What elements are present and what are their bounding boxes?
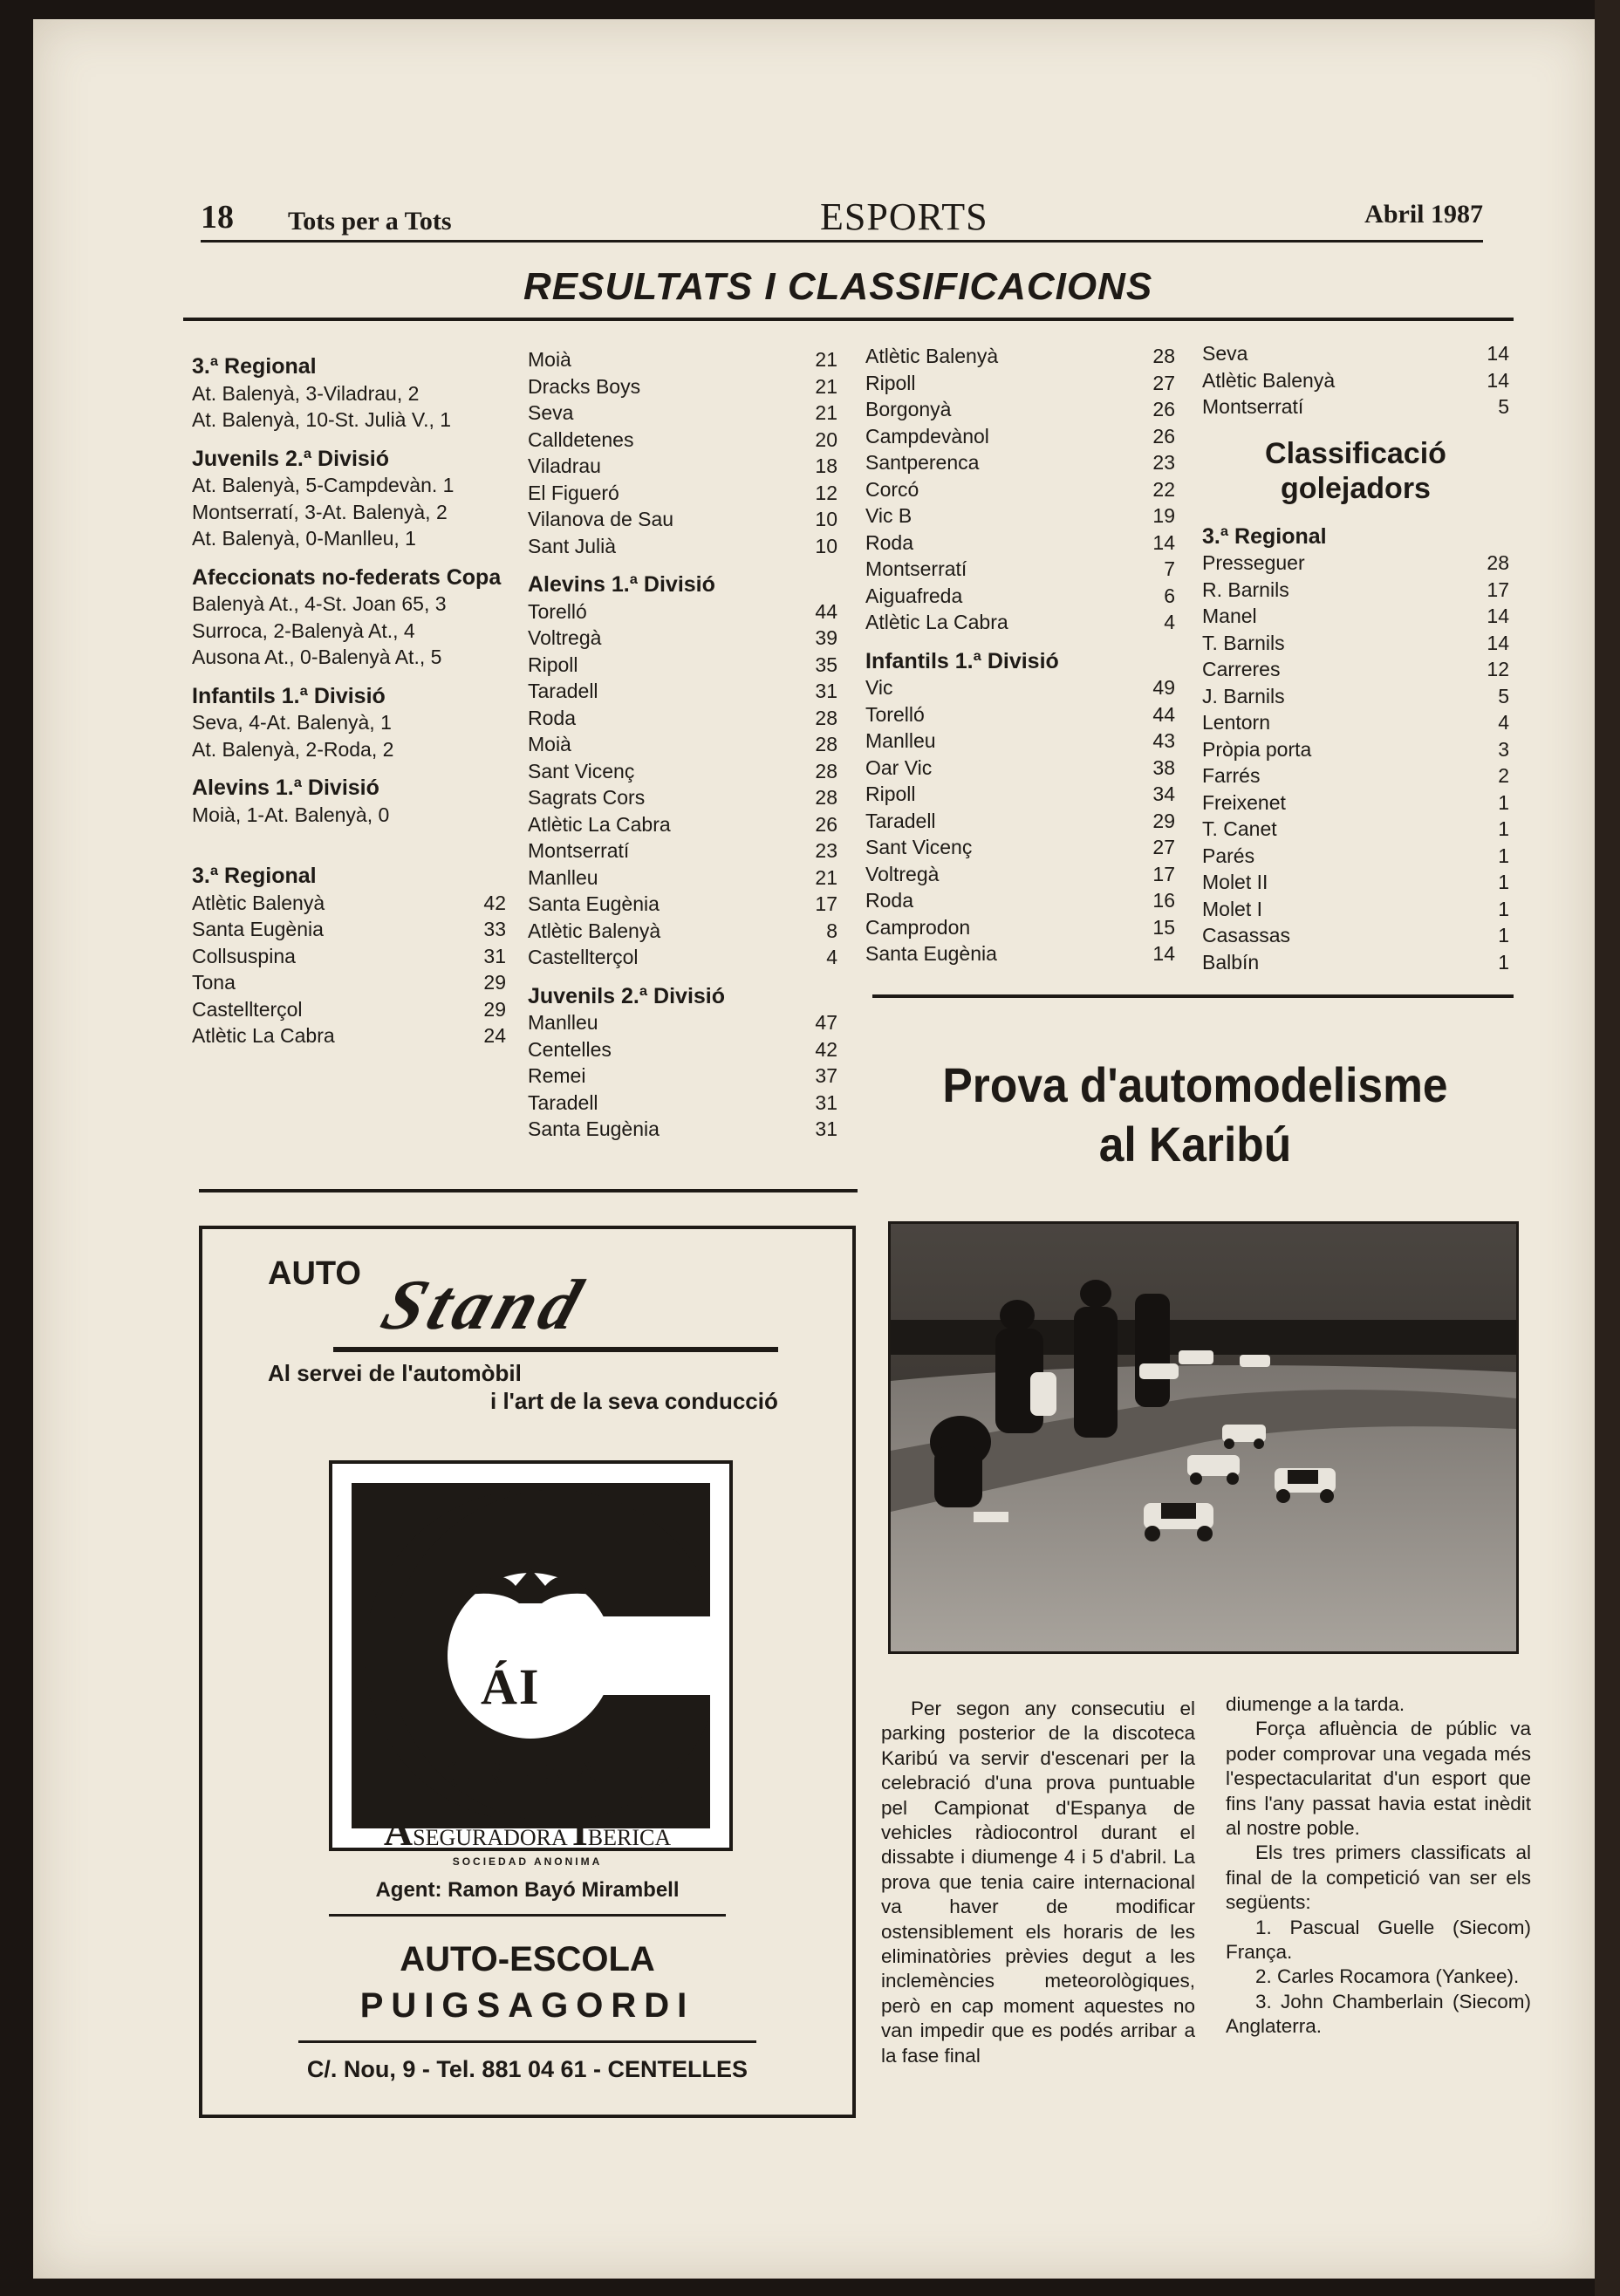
team-points: 19: [1152, 504, 1175, 527]
team-points: 14: [1487, 342, 1509, 365]
standings-row: [528, 598, 837, 625]
team-name: Viladrau: [528, 454, 601, 477]
team-points: 42: [815, 1037, 837, 1061]
team-points: 26: [815, 812, 837, 836]
standings-row: [865, 781, 1175, 808]
standings-row: [1202, 869, 1509, 896]
match-result: Balenyà At., 4-St. Joan 65, 3: [192, 592, 447, 615]
team-name: Sant Vicenç: [528, 759, 635, 782]
results-column-1: [192, 353, 506, 1049]
team-points: 35: [815, 653, 837, 676]
team-name: Corcó: [865, 477, 919, 501]
team-points: 28: [815, 733, 837, 755]
standings-row: [865, 940, 1175, 967]
match-result: At. Balenyà, 2-Roda, 2: [192, 737, 394, 761]
team-name: Taradell: [528, 680, 598, 702]
winner-entry: 2. Carles Rocamora (Yankee).: [1255, 1965, 1520, 1988]
team-points: 42: [483, 891, 506, 914]
standings-row: [1202, 896, 1509, 923]
team-name: Montserratí: [528, 839, 630, 862]
results-heading: Alevins 1.ª Divisió: [192, 776, 379, 800]
team-points: 15: [1152, 915, 1175, 939]
match-result: At. Balenyà, 0-Manlleu, 1: [192, 527, 416, 550]
standings-row: [528, 731, 837, 758]
standings-row: [528, 453, 837, 480]
ad-rule: [298, 2040, 756, 2043]
results-heading: 3.ª Regional: [192, 354, 317, 379]
cresa-name: CRESA: [446, 1753, 609, 1794]
standings-row: [865, 556, 1175, 583]
team-name: Molet I: [1202, 897, 1263, 920]
standings-row: [528, 373, 837, 400]
team-points: 18: [815, 454, 837, 477]
standings-row: [865, 530, 1175, 557]
winner-entry: 3. John Chamberlain (Siecom) Anglaterra.: [1226, 1990, 1531, 2038]
standings-row: [528, 533, 837, 560]
standings-row: [865, 502, 1175, 530]
standings-row: [528, 864, 837, 892]
team-name: Montserratí: [1202, 395, 1304, 418]
standings-row: [528, 480, 837, 507]
standings-row: [865, 583, 1175, 610]
rc-cars-photo: [888, 1221, 1519, 1654]
team-points: 33: [483, 918, 506, 940]
standings-row: [865, 701, 1175, 728]
section-divider: [199, 1189, 858, 1192]
standings-row: [1202, 603, 1509, 630]
team-points: 10: [815, 508, 837, 530]
team-points: 12: [1487, 658, 1509, 680]
team-points: 38: [1152, 755, 1175, 779]
logo-letters: ÁI: [481, 1658, 541, 1715]
team-points: 1: [1498, 950, 1509, 974]
team-name: J. Barnils: [1202, 684, 1285, 707]
team-name: Santa Eugènia: [192, 918, 324, 940]
team-name: Santa Eugènia: [528, 1117, 660, 1140]
team-points: 5: [1498, 684, 1509, 707]
team-name: Moià: [528, 348, 571, 371]
article-paragraph: Força afluència de públic va poder comprovar una vegada més l'espectacularitat d'un esport que fins l'any passat havia estat inèdit al nostre poble.: [1226, 1718, 1531, 1840]
team-points: 27: [1152, 836, 1175, 858]
standings-row: [865, 728, 1175, 755]
team-name: Centelles: [528, 1037, 612, 1061]
team-points: 28: [1152, 345, 1175, 367]
issue-date: Abril 1987: [1364, 200, 1483, 229]
standings-row: [528, 811, 837, 838]
team-name: Sant Julià: [528, 534, 617, 557]
team-name: T. Canet: [1202, 817, 1277, 840]
team-points: 44: [1152, 702, 1175, 726]
section-divider: [872, 994, 1514, 998]
table-heading: Juvenils 2.ª Divisió: [528, 983, 726, 1008]
team-name: Farrés: [1202, 764, 1261, 787]
standings-row: [528, 784, 837, 811]
team-points: 23: [815, 839, 837, 862]
team-name: Sant Vicenç: [865, 836, 973, 858]
team-points: 14: [1487, 631, 1509, 654]
team-name: Atlètic Balenyà: [192, 891, 325, 914]
standings-row: [865, 343, 1175, 370]
team-points: 6: [1164, 584, 1175, 607]
standings-row: [192, 996, 506, 1023]
team-name: Balbín: [1202, 950, 1260, 974]
team-points: 34: [1152, 782, 1175, 805]
team-name: Camprodon: [865, 915, 971, 939]
standings-row: [528, 346, 837, 373]
team-points: 28: [815, 786, 837, 809]
team-name: Santa Eugènia: [528, 892, 660, 915]
match-result: At. Balenyà, 10-St. Julià V., 1: [192, 408, 452, 431]
team-name: Vic: [865, 676, 893, 699]
team-points: 1: [1498, 871, 1509, 893]
ad-auto-word: AUTO: [268, 1255, 361, 1292]
team-name: Santa Eugènia: [865, 942, 997, 965]
team-points: 1: [1498, 817, 1509, 840]
team-name: Torelló: [865, 702, 925, 726]
article-paragraph: Els tres primers classificats al final de la competició van ser els següents:: [1226, 1842, 1531, 1914]
team-name: Aiguafreda: [865, 584, 963, 607]
team-name: Carreres: [1202, 658, 1281, 680]
standings-row: [192, 890, 506, 917]
team-points: 17: [1152, 862, 1175, 885]
team-points: 20: [815, 427, 837, 451]
results-heading: Infantils 1.ª Divisió: [192, 683, 386, 708]
team-points: 4: [826, 946, 837, 968]
standings-row: [1202, 736, 1509, 763]
standings-row: [1202, 656, 1509, 683]
team-points: 5: [1498, 395, 1509, 418]
team-points: 24: [483, 1024, 506, 1047]
standings-row: [528, 1090, 837, 1117]
team-points: 1: [1498, 924, 1509, 946]
results-heading: Juvenils 2.ª Divisió: [192, 446, 390, 471]
team-points: 3: [1498, 737, 1509, 761]
standings-row: [1202, 393, 1509, 420]
standings-row: [1202, 577, 1509, 604]
scorers-title: golejadors: [1281, 471, 1431, 505]
standings-row: [192, 916, 506, 943]
standings-row: [865, 808, 1175, 835]
team-name: Taradell: [865, 809, 936, 832]
standings-row: [865, 887, 1175, 914]
ad-address: C/. Nou, 9 - Tel. 881 04 61 - CENTELLES: [306, 2056, 748, 2082]
team-points: 1: [1498, 790, 1509, 814]
standings-row: [528, 758, 837, 785]
team-name: Ripoll: [528, 653, 578, 676]
results-heading: Afeccionats no-federats Copa: [192, 564, 502, 590]
table-heading: Infantils 1.ª Divisió: [865, 648, 1059, 673]
team-points: 8: [826, 919, 837, 942]
agent-name: Agent: Ramon Bayó Mirambell: [375, 1878, 680, 1902]
team-name: R. Barnils: [1202, 577, 1289, 601]
team-name: Ripoll: [865, 782, 916, 805]
team-name: Collsuspina: [192, 944, 296, 967]
team-name: Voltregà: [865, 862, 940, 885]
team-points: 49: [1152, 676, 1175, 699]
standings-row: [528, 427, 837, 454]
results-column-2: [528, 346, 837, 1143]
ad-logo-underline: [333, 1347, 778, 1352]
team-name: Oar Vic: [865, 755, 933, 779]
photo-image: [891, 1224, 1516, 1651]
team-points: 21: [815, 401, 837, 424]
team-points: 29: [483, 997, 506, 1021]
team-points: 14: [1487, 368, 1509, 392]
table-heading: Alevins 1.ª Divisió: [528, 572, 715, 597]
standings-row: [1202, 367, 1509, 394]
standings-row: [865, 423, 1175, 450]
team-name: Ripoll: [865, 371, 916, 394]
team-name: Atlètic La Cabra: [865, 611, 1008, 633]
team-points: 4: [1164, 611, 1175, 633]
standings-row: [528, 652, 837, 679]
team-points: 31: [815, 680, 837, 702]
team-points: 1: [1498, 844, 1509, 867]
team-points: 27: [1152, 371, 1175, 394]
standings-row: [1202, 843, 1509, 870]
team-name: Manel: [1202, 605, 1257, 627]
page-binding-edge: [1595, 0, 1620, 2296]
standings-row: [865, 861, 1175, 888]
team-name: Castellterçol: [528, 946, 639, 968]
team-points: 21: [815, 865, 837, 889]
page-header: [201, 188, 1483, 243]
team-name: Borgonyà: [865, 398, 952, 420]
standings-row: [1202, 789, 1509, 817]
team-name: Roda: [528, 706, 576, 729]
team-points: 14: [1487, 605, 1509, 627]
team-name: Pròpia porta: [1202, 737, 1312, 761]
team-name: Seva: [1202, 342, 1248, 365]
team-points: 31: [815, 1090, 837, 1114]
team-points: 12: [815, 481, 837, 504]
team-points: 22: [1152, 477, 1175, 501]
team-name: Atlètic Balenyà: [1202, 368, 1336, 392]
team-name: Dracks Boys: [528, 374, 641, 398]
article-paragraph: diumenge a la tarda.: [1226, 1693, 1405, 1715]
publication-name: Tots per a Tots: [288, 207, 452, 236]
team-name: Roda: [865, 530, 913, 554]
team-name: Manlleu: [528, 1011, 598, 1034]
team-points: 17: [1487, 577, 1509, 601]
team-name: Campdevànol: [865, 424, 989, 448]
standings-row: [1202, 683, 1509, 710]
team-name: Sagrats Cors: [528, 786, 646, 809]
standings-row: [1202, 762, 1509, 789]
sociedad-anonima: SOCIEDAD ANONIMA: [452, 1855, 603, 1868]
team-points: 29: [483, 971, 506, 994]
team-name: Vilanova de Sau: [528, 508, 674, 530]
team-name: Calldetenes: [528, 427, 634, 451]
results-banner-title: RESULTATS I CLASSIFICACIONS: [523, 265, 1153, 308]
page-number: 18: [201, 199, 234, 236]
results-column-3: [865, 343, 1175, 967]
team-name: Santperenca: [865, 451, 980, 474]
team-points: 21: [815, 374, 837, 398]
ad-slogan: Al servei de l'automòbil: [268, 1360, 522, 1386]
match-result: At. Balenyà, 3-Viladrau, 2: [192, 381, 420, 405]
team-points: 28: [815, 759, 837, 782]
match-result: At. Balenyà, 5-Campdevàn. 1: [192, 474, 455, 496]
article-column-2: [1226, 1692, 1531, 2040]
standings-row: [1202, 816, 1509, 843]
team-points: 23: [1152, 451, 1175, 474]
standings-row: [1202, 922, 1509, 949]
team-name: Molet II: [1202, 871, 1268, 893]
team-name: Parés: [1202, 844, 1255, 867]
team-points: 37: [815, 1064, 837, 1087]
team-name: Atlètic Balenyà: [528, 919, 661, 942]
standings-row: [528, 1009, 837, 1036]
standings-row: [192, 1022, 506, 1049]
ad-slogan: i l'art de la seva conducció: [490, 1388, 778, 1414]
team-name: Atlètic Balenyà: [865, 345, 999, 367]
team-name: Atlètic La Cabra: [192, 1024, 335, 1047]
match-result: Seva, 4-At. Balenyà, 1: [192, 711, 392, 734]
article-title: Prova d'automodelisme al Karibú: [942, 1057, 1448, 1172]
article-column-1: [881, 1697, 1195, 2068]
team-name: Atlètic La Cabra: [528, 812, 671, 836]
team-points: 7: [1164, 557, 1175, 580]
standings-row: [865, 755, 1175, 782]
team-points: 28: [1487, 551, 1509, 574]
team-name: Vic B: [865, 504, 913, 527]
team-name: Manlleu: [865, 729, 936, 752]
standings-row: [192, 943, 506, 970]
standings-row: [865, 914, 1175, 941]
team-name: Lentorn: [1202, 711, 1271, 734]
standings-row: [865, 834, 1175, 861]
standings-row: [528, 918, 837, 945]
match-result: Ausona At., 0-Balenyà At., 5: [192, 646, 442, 668]
team-points: 29: [1152, 809, 1175, 832]
standings-row: [1202, 340, 1509, 367]
match-result: Moià, 1-At. Balenyà, 0: [192, 803, 390, 826]
team-points: 16: [1152, 889, 1175, 912]
winner-entry: 1. Pascual Guelle (Siecom) França.: [1226, 1916, 1531, 1964]
article-paragraph: Per segon any consecutiu el parking posterior de la discoteca Karibú va servir d'escenari per la celebració d'una prova puntuable pel Campionat d'Espanya de vehicles ràdiocontrol durant el dissabte i diumenge 4 i 5 d'abril. La prova que tenia caire internacional va haver de modificar ostensiblement els horaris de les eliminatòries prèvies degut a les inclemències meteorològiques, però en cap moment aquestes no van impedir que es podés arribar a la fase final: [881, 1698, 1195, 2067]
team-points: 44: [815, 599, 837, 623]
team-name: Casassas: [1202, 924, 1290, 946]
team-points: 47: [815, 1011, 837, 1034]
standings-row: [865, 674, 1175, 701]
scorers-title: Classificació: [1265, 436, 1446, 470]
team-points: 21: [815, 348, 837, 371]
standings-row: [865, 609, 1175, 636]
team-points: 28: [815, 706, 837, 729]
team-name: Remei: [528, 1064, 586, 1087]
aseguradora-iberica: ASEGURADORA IBERICA: [383, 1809, 672, 1854]
table-heading: 3.ª Regional: [1202, 523, 1327, 549]
team-points: 2: [1498, 764, 1509, 787]
standings-row: [865, 476, 1175, 503]
match-result: Montserratí, 3-At. Balenyà, 2: [192, 500, 448, 523]
team-name: Tona: [192, 971, 236, 994]
standings-row: [1202, 630, 1509, 657]
team-name: Montserratí: [865, 557, 967, 580]
team-name: Roda: [865, 889, 913, 912]
team-name: Seva: [528, 401, 574, 424]
ad-stand-logo: Stand: [373, 1265, 596, 1344]
table-heading: 3.ª Regional: [192, 864, 317, 888]
autoescola-title: AUTO-ESCOLA: [400, 1940, 655, 1978]
team-points: 14: [1152, 530, 1175, 554]
section-title: ESPORTS: [820, 195, 988, 238]
team-name: Torelló: [528, 599, 587, 623]
team-points: 39: [815, 626, 837, 649]
standings-row: [528, 506, 837, 533]
standings-row: [528, 837, 837, 864]
standings-row: [865, 449, 1175, 476]
match-result: Surroca, 2-Balenyà At., 4: [192, 618, 415, 642]
standings-row: [528, 625, 837, 652]
team-points: 14: [1152, 942, 1175, 965]
team-name: Manlleu: [528, 865, 598, 889]
team-points: 10: [815, 534, 837, 557]
results-column-4: [1202, 340, 1509, 975]
team-points: 26: [1152, 424, 1175, 448]
results-banner: [183, 262, 1514, 321]
team-name: El Figueró: [528, 481, 619, 504]
team-points: 31: [815, 1117, 837, 1140]
standings-row: [528, 944, 837, 971]
standings-row: [1202, 709, 1509, 736]
ad-rule: [329, 1914, 726, 1917]
team-points: 26: [1152, 398, 1175, 420]
standings-row: [528, 400, 837, 427]
autoescola-name: PUIGSAGORDI: [359, 1986, 695, 2025]
team-points: 4: [1498, 711, 1509, 734]
team-name: Taradell: [528, 1090, 598, 1114]
team-points: 17: [815, 892, 837, 915]
team-name: Voltregà: [528, 626, 602, 649]
standings-row: [528, 1116, 837, 1143]
team-name: Presseguer: [1202, 551, 1305, 574]
team-points: 43: [1152, 729, 1175, 752]
standings-row: [865, 396, 1175, 423]
team-points: 1: [1498, 897, 1509, 920]
standings-row: [1202, 550, 1509, 577]
standings-row: [1202, 949, 1509, 976]
standings-row: [528, 678, 837, 705]
team-name: Freixenet: [1202, 790, 1286, 814]
team-name: Moià: [528, 733, 571, 755]
standings-row: [865, 370, 1175, 397]
standings-row: [528, 705, 837, 732]
team-name: Castellterçol: [192, 997, 303, 1021]
standings-row: [528, 1036, 837, 1063]
team-name: T. Barnils: [1202, 631, 1285, 654]
standings-row: [192, 969, 506, 996]
auto-stand-advertisement: [199, 1226, 856, 2118]
team-points: 31: [483, 944, 506, 967]
standings-row: [528, 1063, 837, 1090]
standings-row: [528, 891, 837, 918]
